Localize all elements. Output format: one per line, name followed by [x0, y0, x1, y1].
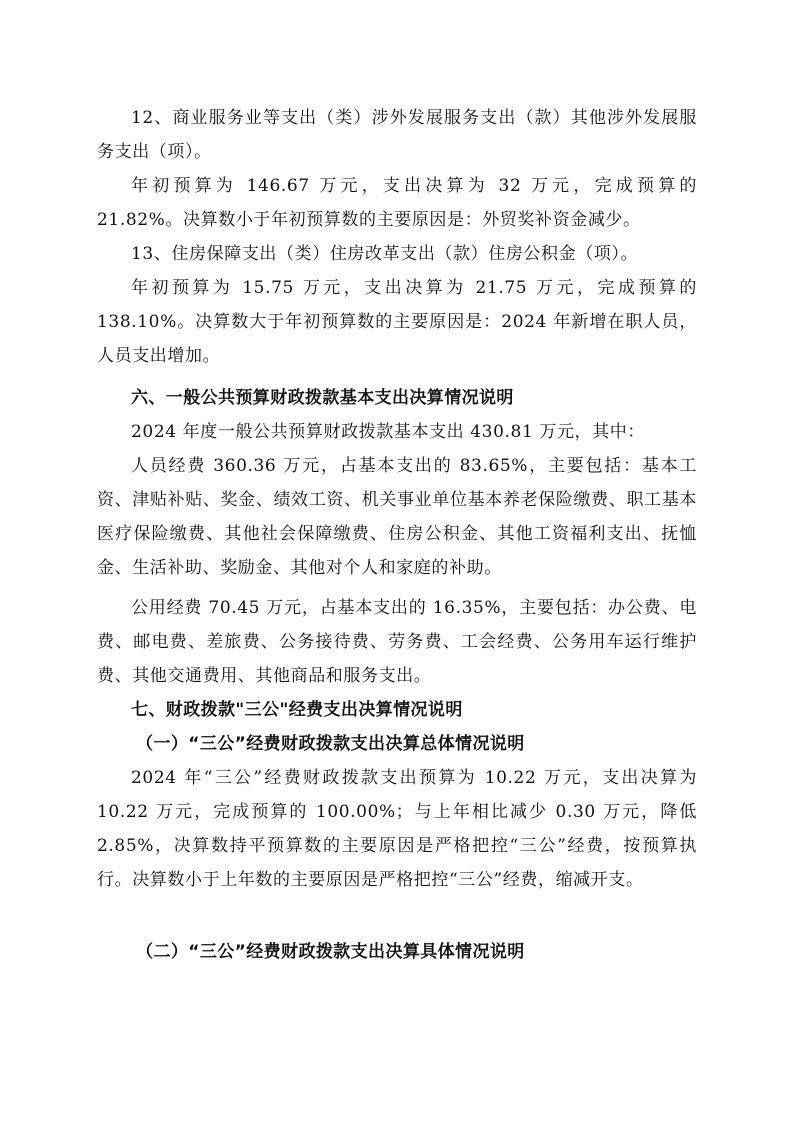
section-7-subheading-2: （二）“三公”经费财政拨款支出决算具体情况说明: [136, 942, 525, 962]
section-6-intro: 2024 年度一般公共预算财政拨款基本支出 430.81 万元，其中：: [131, 422, 645, 442]
section-6-public-expense: 公用经费 70.45 万元，占基本支出的 16.35%，主要包括：办公费、电费、邮电费、差旅费、公务接待费、劳务费、工会经费、公务用车运行维护费、其他交通费用、其他商品和服务支出。: [97, 598, 697, 686]
section-7-sub1-body: 2024 年“三公”经费财政拨款支出预算为 10.22 万元，支出决算为 10.22 万元，完成预算的 100.00%；与上年相比减少 0.30 万元，降低 2.85%，决算数持平预算数的主要原因是严格把控“三公”经费，按预算执行。决算数小于上年数的主要原因是严格把控“三公”经费，缩减开支。: [97, 768, 697, 890]
item-12-body: 年初预算为 146.67 万元，支出决算为 32 万元，完成预算的 21.82%。决算数小于年初预算数的主要原因是：外贸奖补资金减少。: [97, 176, 697, 230]
item-12-title: 12、商业服务业等支出（类）涉外发展服务支出（款）其他涉外发展服务支出（项）。: [97, 108, 697, 162]
section-7-heading: 七、财政拨款"三公"经费支出决算情况说明: [131, 700, 463, 720]
item-13-title: 13、住房保障支出（类）住房改革支出（款）住房公积金（项）。: [131, 244, 639, 264]
section-7-subheading-1: （一）“三公”经费财政拨款支出决算总体情况说明: [136, 734, 525, 754]
section-6-personnel-expense: 人员经费 360.36 万元，占基本支出的 83.65%，主要包括：基本工资、津贴补贴、奖金、绩效工资、机关事业单位基本养老保险缴费、职工基本医疗保险缴费、其他社会保障缴费、住房公积金、其他工资福利支出、抚恤金、生活补助、奖励金、其他对个人和家庭的补助。: [97, 456, 697, 578]
section-6-heading: 六、一般公共预算财政拨款基本支出决算情况说明: [131, 388, 514, 408]
item-13-body: 年初预算为 15.75 万元，支出决算为 21.75 万元，完成预算的 138.10%。决算数大于年初预算数的主要原因是：2024 年新增在职人员，人员支出增加。: [97, 278, 697, 366]
